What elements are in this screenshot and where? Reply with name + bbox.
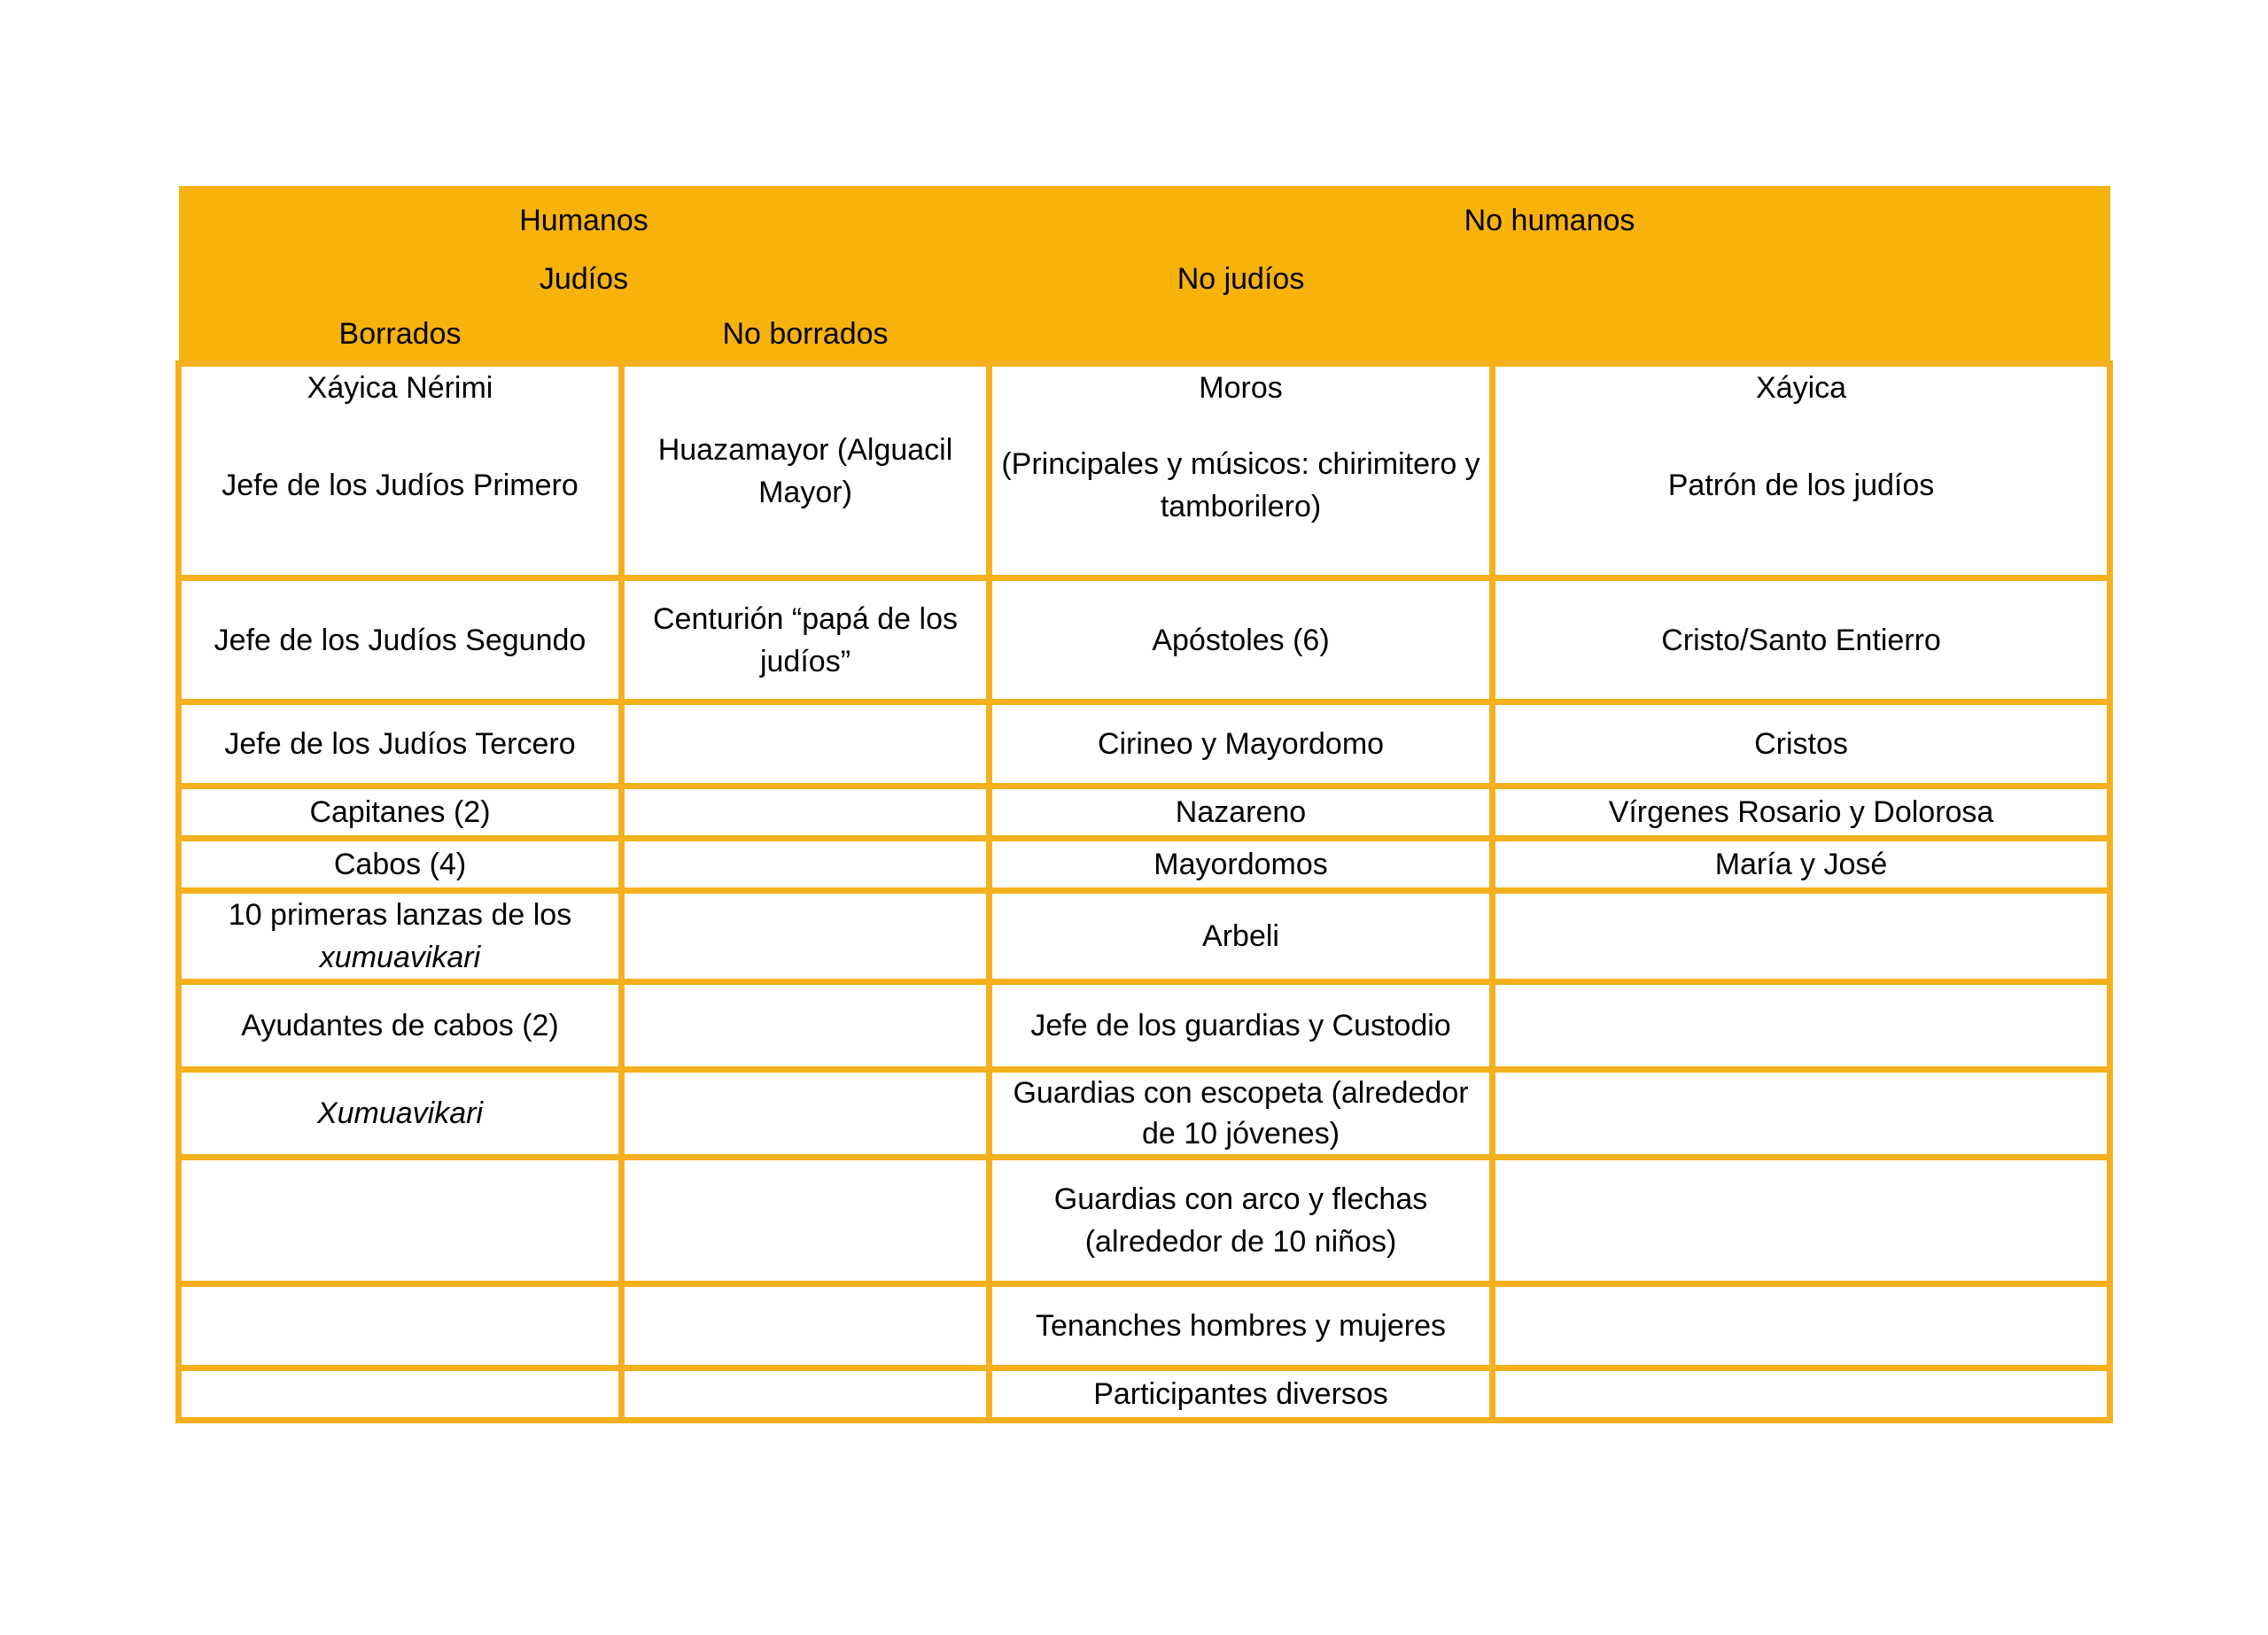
cell-title: Moros <box>1199 371 1283 405</box>
table-cell: Apóstoles (6) <box>990 578 1493 702</box>
table-cell <box>622 1368 990 1421</box>
table-cell: Centurión “papá de los judíos” <box>622 578 990 702</box>
cell-title: Xáyica Nérimi <box>307 371 493 405</box>
table-cell: Cristo/Santo Entierro <box>1493 578 2110 702</box>
header-humanos: Humanos <box>179 186 990 252</box>
table-row <box>179 891 2110 982</box>
table-cell: Capitanes (2) <box>179 787 622 839</box>
table-cell <box>1493 1158 2110 1284</box>
table-row <box>179 787 2110 839</box>
table-cell: Cristos <box>1493 702 2110 787</box>
table-row <box>179 1070 2110 1158</box>
table-cell <box>622 839 990 891</box>
header-row-2 <box>179 252 2110 307</box>
table-cell: Vírgenes Rosario y Dolorosa <box>1493 787 2110 839</box>
table-row <box>179 839 2110 891</box>
table-cell: Nazareno <box>990 787 1493 839</box>
table-cell <box>1493 891 2110 982</box>
table-cell <box>622 1284 990 1368</box>
table-cell <box>1493 364 2110 578</box>
table-cell: Arbeli <box>990 891 1493 982</box>
table-cell <box>622 787 990 839</box>
table-cell: Mayordomos <box>990 839 1493 891</box>
header-row-1 <box>179 186 2110 252</box>
table-cell: Guardias con arco y flechas (alrededor de 10 niños) <box>990 1158 1493 1284</box>
table-cell: Cabos (4) <box>179 839 622 891</box>
table-cell: Participantes diversos <box>990 1368 1493 1421</box>
table-cell <box>179 891 622 982</box>
table-cell <box>179 364 622 578</box>
table-cell: Xumuavikari <box>179 1070 622 1158</box>
table-cell: Jefe de los Judíos Segundo <box>179 578 622 702</box>
table-cell <box>622 702 990 787</box>
table-row <box>179 1158 2110 1284</box>
cell-text: Patrón de los judíos <box>1667 469 1935 502</box>
table-cell: Jefe de los Judíos Tercero <box>179 702 622 787</box>
table-cell <box>179 1158 622 1284</box>
table-cell <box>1493 1284 2110 1368</box>
table-row <box>179 1284 2110 1368</box>
cell-text: 10 primeras lanzas de los <box>228 898 572 932</box>
table-cell: Cirineo y Mayordomo <box>990 702 1493 787</box>
table-cell: Tenanches hombres y mujeres <box>990 1284 1493 1368</box>
table-cell <box>622 1070 990 1158</box>
table-cell <box>1493 1070 2110 1158</box>
table-cell: Huazamayor (Alguacil Mayor) <box>622 364 990 578</box>
cell-title: Xáyica <box>1755 371 1847 405</box>
table-cell: Guardias con escopeta (alrededor de 10 jóvenes) <box>990 1070 1493 1158</box>
header-empty <box>1493 252 2110 307</box>
table-cell <box>622 891 990 982</box>
table-cell: María y José <box>1493 839 2110 891</box>
header-no-borrados: No borrados <box>622 307 990 364</box>
table-cell <box>179 1368 622 1421</box>
header-empty <box>1493 307 2110 364</box>
table-cell <box>1493 982 2110 1070</box>
header-no-humanos: No humanos <box>990 186 2110 252</box>
header-row-3 <box>179 307 2110 364</box>
table-row <box>179 982 2110 1070</box>
table-cell: Jefe de los guardias y Custodio <box>990 982 1493 1070</box>
table-row <box>179 364 2110 578</box>
cell-text: Jefe de los Judíos Primero <box>221 469 579 502</box>
table-cell <box>990 364 1493 578</box>
table-cell <box>1493 1368 2110 1421</box>
table-cell <box>179 1284 622 1368</box>
cell-text-italic: xumuavikari <box>319 941 481 974</box>
header-judios: Judíos <box>179 252 990 307</box>
classification-table <box>175 186 2113 1423</box>
table-cell: Ayudantes de cabos (2) <box>179 982 622 1070</box>
table-cell <box>622 1158 990 1284</box>
table-row <box>179 1368 2110 1421</box>
header-no-judios: No judíos <box>990 252 1493 307</box>
header-empty <box>990 307 1493 364</box>
table-row <box>179 702 2110 787</box>
table-cell <box>622 982 990 1070</box>
header-borrados: Borrados <box>179 307 622 364</box>
cell-text: (Principales y músicos: chirimitero y tamborilero) <box>1001 447 1480 523</box>
table-row <box>179 578 2110 702</box>
